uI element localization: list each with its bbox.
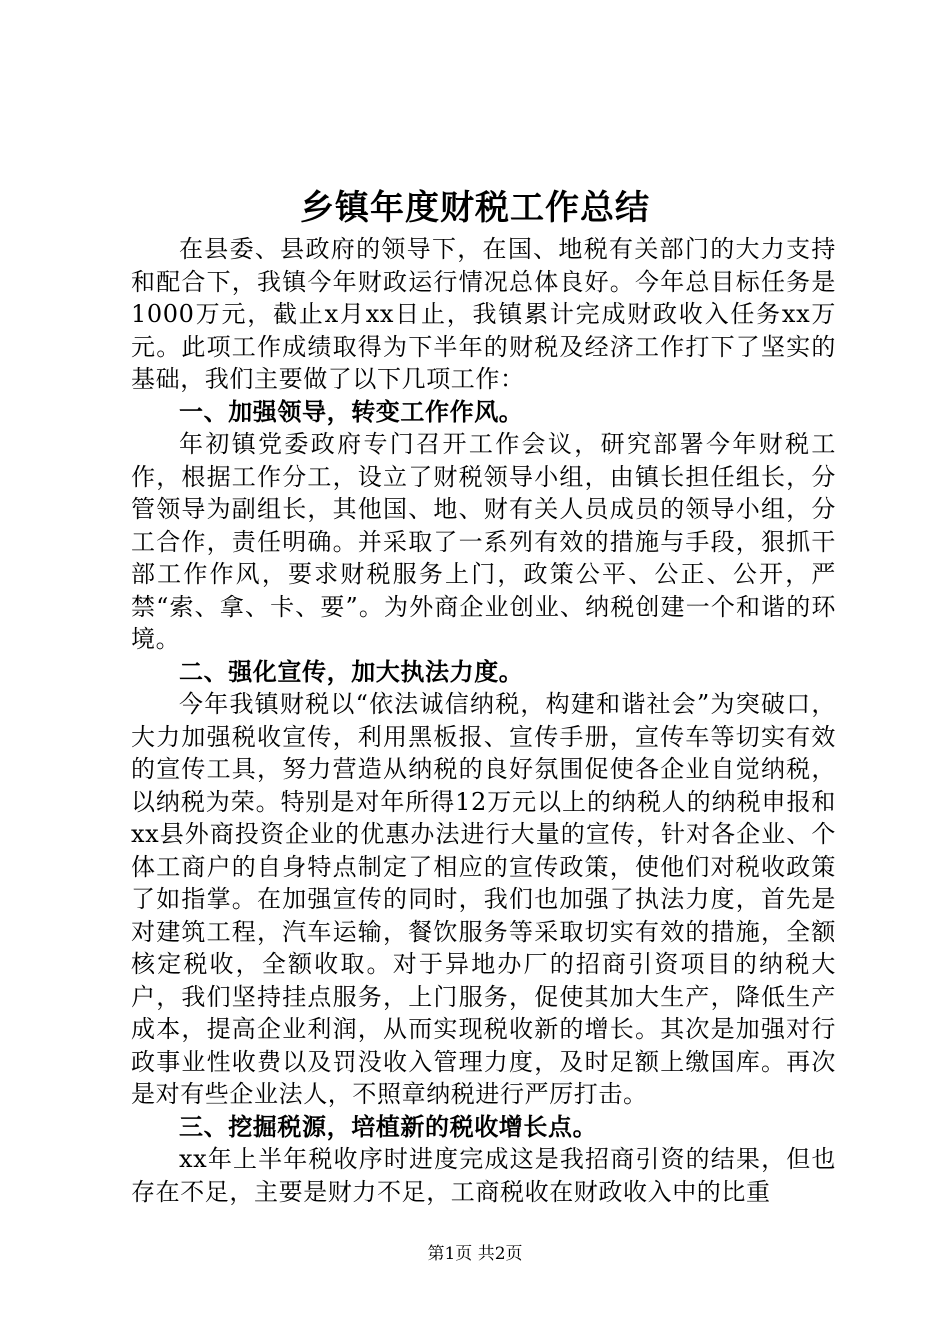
section-heading-3: 三、挖掘税源，培植新的税收增长点。 bbox=[179, 1112, 598, 1141]
section-heading-1: 一、加强领导，转变工作作风。 bbox=[179, 397, 524, 426]
page-footer: 第1页 共2页 bbox=[427, 1244, 523, 1264]
paragraph-section-2: 今年我镇财税以“依法诚信纳税，构建和谐社会”为突破口，大力加强税收宣传，利用黑板报、宣传手册，宣传车等切实有效的宣传工具，努力营造从纳税的良好氛围促使各企业自觉纳税，以纳税为荣。特别是对年所得12万元以上的纳税人的纳税申报和xx县外商投资企业的优惠办法进行大量的宣传，针对各企业、个体工商户的自身特点制定了相应的宣传政策，使他们对税收政策了如指掌。在加强宣传的同时，我们也加强了执法力度，首先是对建筑工程，汽车运输，餐饮服务等采取切实有效的措施，全额核定税收，全额收取。对于异地办厂的招商引资项目的纳税大户，我们坚持挂点服务，上门服务，促使其加大生产，降低生产成本，提高企业利润，从而实现税收新的增长。其次是加强对行政事业性收费以及罚没收入管理力度，及时足额上缴国库。再次是对有些企业法人，不照章纳税进行严厉打击。 bbox=[131, 690, 836, 1108]
paragraph-section-1: 年初镇党委政府专门召开工作会议，研究部署今年财税工作，根据工作分工，设立了财税领导小组，由镇长担任组长，分管领导为副组长，其他国、地、财有关人员成员的领导小组，分工合作，责任明确。并采取了一系列有效的措施与手段，狠抓干部工作作风，要求财税服务上门，政策公平、公正、公开，严禁“索、拿、卡、要”。为外商企业创业、纳税创建一个和谐的环境。 bbox=[131, 430, 836, 653]
document-body bbox=[131, 233, 836, 1208]
document-title: 乡镇年度财税工作总结 bbox=[300, 188, 650, 228]
paragraph-section-3: xx年上半年税收序时进度完成这是我招商引资的结果，但也存在不足，主要是财力不足，工商税收在财政收入中的比重 bbox=[131, 1145, 836, 1206]
section-heading-2: 二、强化宣传，加大执法力度。 bbox=[179, 657, 524, 686]
paragraph-intro: 在县委、县政府的领导下，在国、地税有关部门的大力支持和配合下，我镇今年财政运行情况总体良好。今年总目标任务是1000万元，截止x月xx日止，我镇累计完成财政收入任务xx万元。此项工作成绩取得为下半年的财税及经济工作打下了坚实的基础，我们主要做了以下几项工作： bbox=[131, 235, 836, 393]
